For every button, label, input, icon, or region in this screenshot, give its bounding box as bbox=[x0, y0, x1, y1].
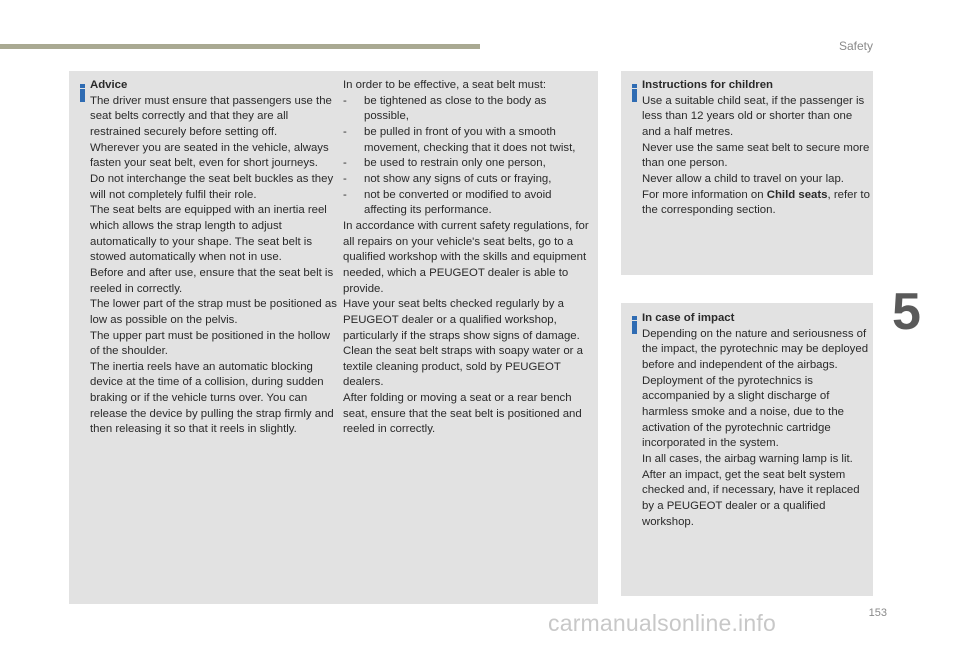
children-paragraph: Use a suitable child seat, if the passenger is less than 12 years old or shorter than one and a half metres. bbox=[642, 94, 865, 138]
page-number: 153 bbox=[868, 607, 887, 619]
list-item-text: be used to restrain only one person, bbox=[364, 157, 546, 170]
list-item-text: not be converted or modified to avoid affecting its performance. bbox=[364, 188, 552, 217]
impact-paragraph: In all cases, the airbag warning lamp is lit. bbox=[642, 452, 853, 465]
impact-paragraph: Depending on the nature and seriousness of the impact, the pyrotechnic may be deployed before and independent of the airbags. Deployment of the pyrotechnics is accompanied by a slight discharge of harmless smoke and a noise, due to the activation of the pyrotechnic cartridge incorporated in the system. bbox=[642, 327, 869, 450]
list-item-text: not show any signs of cuts or fraying, bbox=[364, 172, 552, 185]
list-item bbox=[343, 156, 593, 172]
child-seats-reference: Child seats bbox=[766, 188, 828, 201]
requirements-paragraph: In accordance with current safety regulations, for all repairs on your vehicle's seat belts, go to a qualified workshop with the skills and equipment needed, which a PEUGEOT dealer is able to provide. bbox=[343, 219, 589, 295]
dash-bullet: - bbox=[343, 125, 347, 138]
advice-paragraph: The inertia reels have an automatic blocking device at the time of a collision, during sudden braking or if the vehicle turns over. You can release the device by pulling the strap firmly and then releasing it so that it reels in slightly. bbox=[90, 360, 334, 436]
advice-paragraph: Before and after use, ensure that the seat belt is reeled in correctly. bbox=[90, 266, 334, 295]
children-paragraph: Never use the same seat belt to secure more than one person. bbox=[642, 141, 870, 170]
impact-paragraph: After an impact, get the seat belt system checked and, if necessary, have it replaced by a PEUGEOT dealer or a qualified workshop. bbox=[642, 468, 860, 528]
children-paragraph: Never allow a child to travel on your lap. bbox=[642, 172, 844, 185]
advice-paragraph: Do not interchange the seat belt buckles as they will not completely fulfil their role. bbox=[90, 172, 334, 201]
requirements-intro: In order to be effective, a seat belt must: bbox=[343, 79, 547, 91]
section-title: Safety bbox=[838, 39, 873, 53]
advice-paragraph: The lower part of the strap must be positioned as low as possible on the pelvis. bbox=[90, 298, 337, 326]
dash-bullet: - bbox=[343, 188, 347, 201]
requirements-paragraph: After folding or moving a seat or a rear bench seat, ensure that the seat belt is positioned and reeled in correctly. bbox=[343, 392, 582, 436]
list-item-text: be pulled in front of you with a smooth movement, checking that it does not twist, bbox=[364, 125, 576, 154]
advice-paragraph: The driver must ensure that passengers use the seat belts correctly and that they are all restrained securely before setting off. bbox=[90, 94, 332, 138]
requirements-paragraph: Clean the seat belt straps with soapy water or a textile cleaning product, sold by PEUGEOT dealers. bbox=[343, 345, 583, 389]
dash-bullet: - bbox=[343, 157, 347, 170]
advice-paragraph: The seat belts are equipped with an inertia reel which allows the strap length to adjust automatically to your shape. The seat belt is stowed automatically when not in use. bbox=[90, 204, 327, 264]
advice-paragraph: The upper part must be positioned in the hollow of the shoulder. bbox=[90, 329, 330, 358]
advice-paragraph: Wherever you are seated in the vehicle, always fasten your seat belt, even for short journeys. bbox=[90, 141, 329, 170]
dash-bullet: - bbox=[343, 172, 347, 185]
requirements-list bbox=[343, 94, 593, 219]
list-item bbox=[343, 125, 593, 156]
children-block bbox=[642, 78, 873, 219]
info-icon bbox=[631, 84, 638, 102]
children-heading: Instructions for children bbox=[642, 79, 774, 91]
impact-heading: In case of impact bbox=[642, 312, 735, 324]
list-item bbox=[343, 188, 593, 219]
advice-block bbox=[90, 78, 340, 438]
list-item-text: be tightened as close to the body as possible, bbox=[364, 94, 547, 123]
list-item bbox=[343, 172, 593, 188]
info-icon bbox=[631, 316, 638, 334]
list-item bbox=[343, 94, 593, 125]
dash-bullet: - bbox=[343, 94, 347, 107]
requirements-paragraph: Have your seat belts checked regularly by a PEUGEOT dealer or a qualified workshop, particularly if the straps show signs of damage. bbox=[343, 298, 580, 342]
watermark: carmanualsonline.info bbox=[548, 610, 776, 636]
children-info-paragraph bbox=[642, 188, 873, 219]
chapter-number: 5 bbox=[892, 283, 921, 341]
children-info-prefix: For more information on bbox=[642, 188, 767, 201]
header-accent-bar bbox=[0, 44, 480, 49]
info-icon bbox=[79, 84, 86, 102]
children-info-suffix: , refer to the corresponding section. bbox=[642, 188, 870, 217]
advice-heading: Advice bbox=[90, 79, 128, 91]
impact-block bbox=[642, 311, 873, 530]
requirements-block bbox=[343, 78, 593, 438]
